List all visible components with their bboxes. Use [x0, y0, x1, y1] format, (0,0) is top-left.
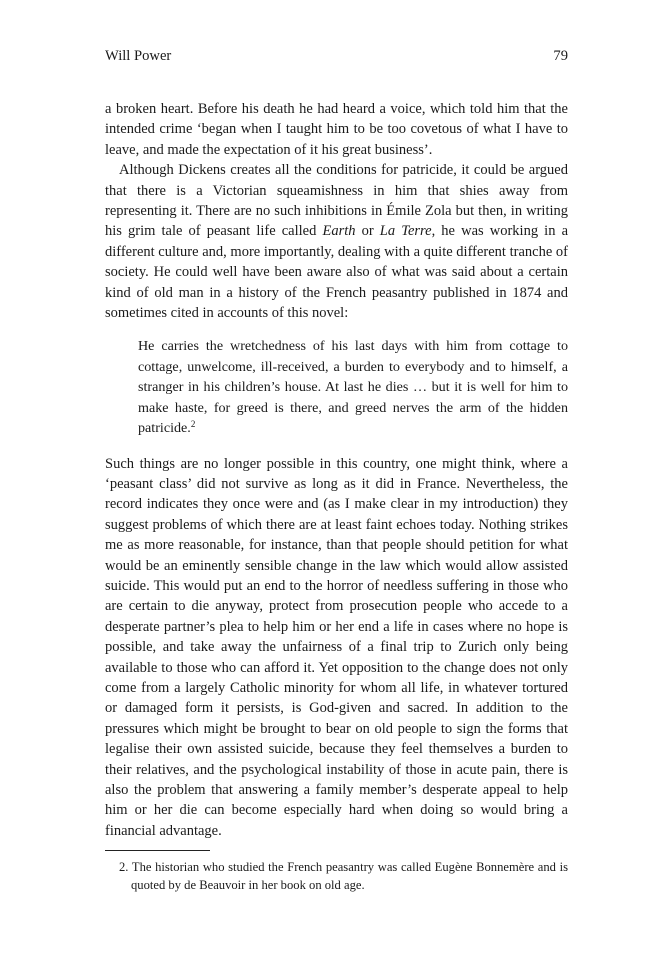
footnote-divider	[105, 850, 210, 851]
footnote-reference: 2	[190, 419, 196, 430]
running-title: Will Power	[105, 48, 172, 64]
block-quote	[138, 336, 568, 438]
running-header	[105, 44, 568, 68]
paragraph-2-text-b: or	[355, 223, 380, 240]
paragraph-1: a broken heart. Before his death he had heard a voice, which told him that the intended crime ‘began when I taught him to be too covetous of what I have to leave, and made the expectation of it his great business’.	[105, 101, 568, 158]
footnote	[105, 859, 568, 894]
footnote-text: The historian who studied the French peasantry was called Eugène Bonnemère and is quoted by de Beauvoir in her book on old age.	[131, 860, 569, 892]
paragraph-3: Such things are no longer possible in this country, one might think, where a ‘peasant class’ did not survive as long as it did in France. Nevertheless, the record indicates they once were and (as I make clear in my introduction) they suggest problems of which there are at least faint echoes today. Nothing strikes me as more reasonable, for instance, than that people should petition for what would be an eminently sensible change in the law which would allow assisted suicide. This would put an end to the horror of needless suffering in those who are certain to die anyway, protect from prosecution people who accede to a desperate partner’s plea to help him or her end a life in cases where no hope is possible, and take away the unfairness of a final trip to Zurich only being available to those who can afford it. Yet opposition to the change does not only come from a largely Catholic minority for whom all life, in whatever tortured or damaged form it persists, is God-given and sacred. In addition to the pressures which might be brought to bear on old people to sign the forms that legalise their own assisted suicide, because they feel themselves a burden to their relatives, and the psychological instability of those in acute pain, there is also the problem that answering a family member’s desperate appeal to help him or her die can become especially hard when doing so would bring a financial advantage.	[105, 455, 568, 839]
block-quote-text: He carries the wretchedness of his last days with him from cottage to cottage, unwelcome, ill-received, a burden to everybody and to himself, a stranger in his children’s house. At last he dies … but it is well for him to make haste, for greed is there, and greed nerves the arm of the hidden patricide.	[138, 338, 568, 437]
footnote-number: 2.	[119, 860, 129, 875]
book-title-earth: Earth	[322, 223, 356, 240]
body-text	[105, 99, 568, 841]
paragraph-2	[105, 160, 568, 323]
book-page	[105, 44, 568, 894]
paragraph-2-text-c: , he was working in a different culture and, more importantly, dealing with a quite different tranche of society. He could well have been aware also of what was said about a certain kind of old man in a history of the French peasantry published in 1874 and sometimes cited in accounts of this novel:	[105, 223, 569, 322]
paragraph-2-text-a: Although Dickens creates all the conditions for patricide, it could be argued that there is a Victorian squeamishness in him that shies away from representing it. There are no such inhibitions in Émile Zola but then, in writing his grim tale of peasant life called	[105, 162, 568, 240]
page-number: 79	[553, 48, 568, 64]
book-title-la-terre: La Terre	[379, 223, 432, 240]
